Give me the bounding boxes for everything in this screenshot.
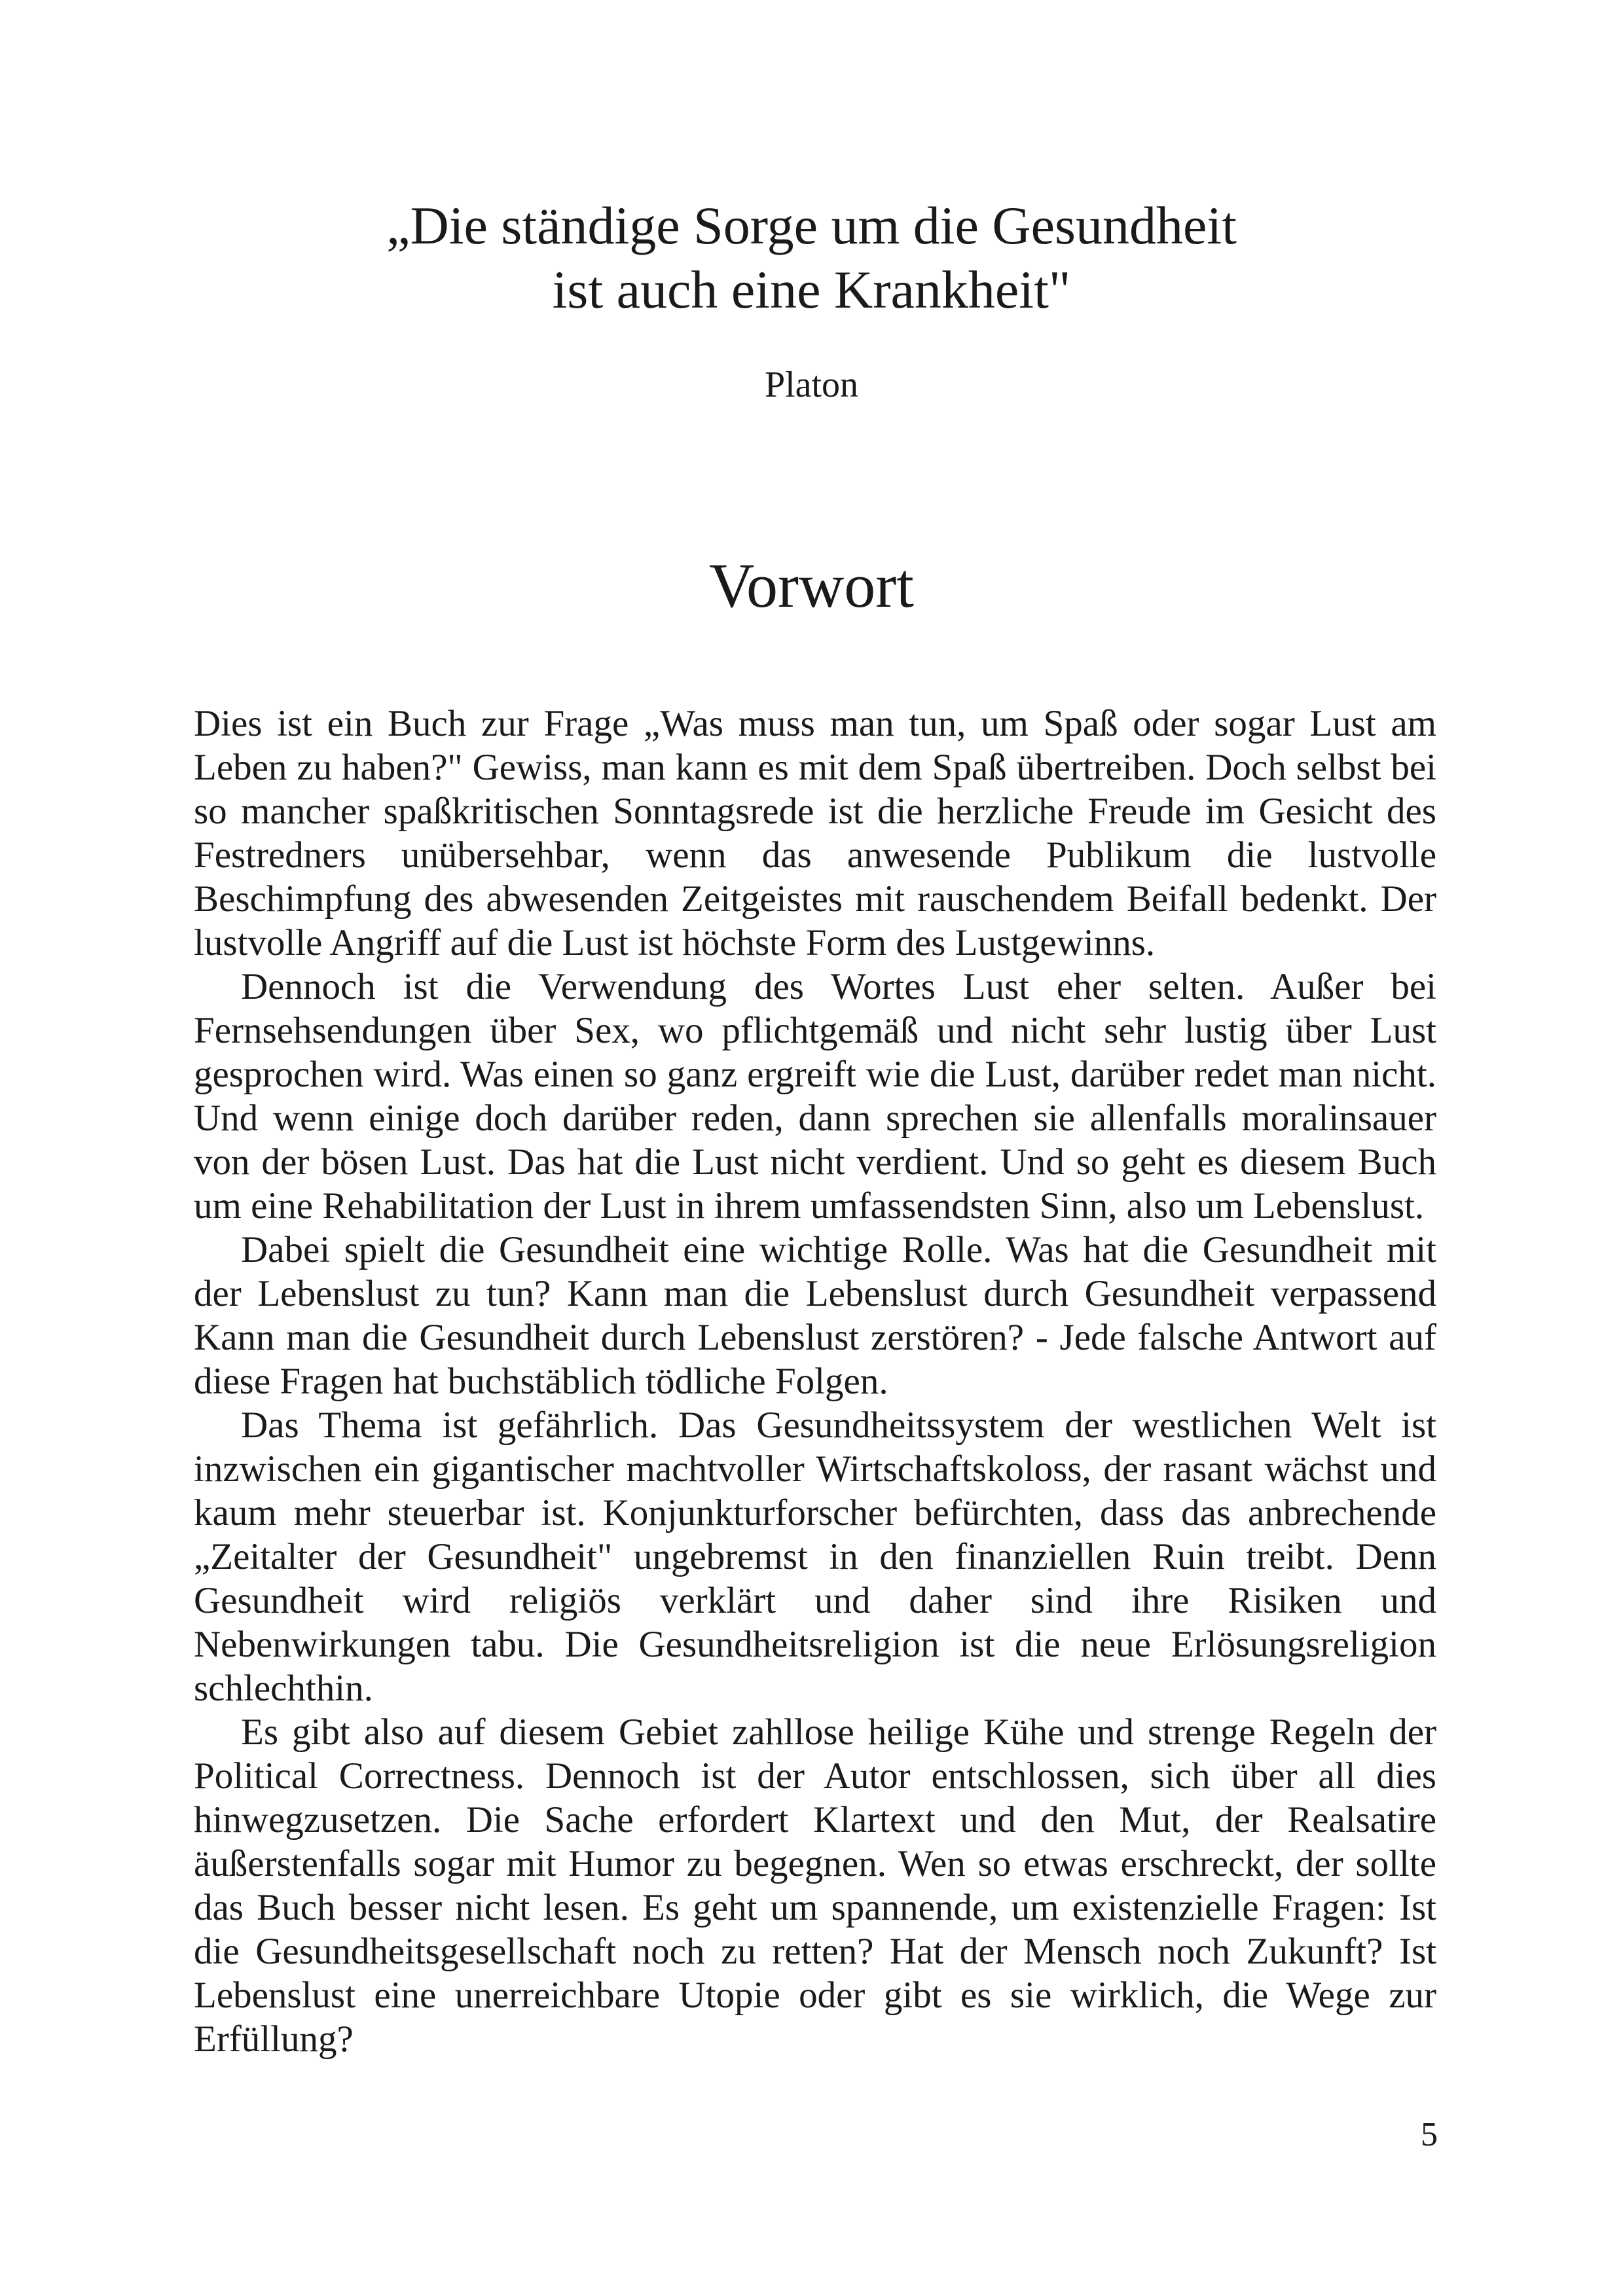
epigraph-line-1: „Die ständige Sorge um die Gesundheit — [386, 196, 1237, 255]
paragraph-4: Das Thema ist gefährlich. Das Gesundheitssystem der westlichen Welt ist inzwischen ein gigantischer machtvoller Wirtschaftskoloss, der rasant wächst und kaum mehr steuerbar ist. Konjunkturforscher befürchten, dass das anbrechende „Zeitalter der Gesundheit" ungebremst in den finanziellen Ruin treibt. Denn Gesundheit wird religiös verklärt und daher sind ihre Risiken und Nebenwirkungen tabu. Die Gesundheitsreligion ist die neue Erlösungsreligion schlechthin. — [194, 1405, 1436, 1709]
epigraph-line-2: ist auch eine Krankheit" — [552, 260, 1071, 319]
chapter-title: Vorwort — [709, 550, 914, 620]
paragraph-2: Dennoch ist die Verwendung des Wortes Lust eher selten. Außer bei Fernsehsendungen über Sex, wo pflichtgemäß und nicht sehr lustig über Lust gesprochen wird. Was einen so ganz ergreift wie die Lust, darüber redet man nicht. Und wenn einige doch darüber reden, dann sprechen sie allenfalls moralinsauer von der bösen Lust. Das hat die Lust nicht verdient. Und so geht es diesem Buch um eine Rehabilitation der Lust in ihrem umfassendsten Sinn, also um Lebenslust. — [194, 966, 1436, 1227]
epigraph-quote — [0, 194, 1623, 322]
paragraph-1: Dies ist ein Buch zur Frage „Was muss man tun, um Spaß oder sogar Lust am Leben zu haben?" Gewiss, man kann es mit dem Spaß übertreiben. Doch selbst bei so mancher spaßkritischen Sonntagsrede ist die herzliche Freude im Gesicht des Festredners unübersehbar, wenn das anwesende Publikum die lustvolle Beschimpfung des abwesenden Zeitgeistes mit rauschendem Beifall bedenkt. Der lustvolle Angriff auf die Lust ist höchste Form des Lustgewinns. — [194, 703, 1436, 963]
paragraph-5: Es gibt also auf diesem Gebiet zahllose heilige Kühe und strenge Regeln der Political Correctness. Dennoch ist der Autor entschlossen, sich über all dies hinwegzusetzen. Die Sache erfordert Klartext und den Mut, der Realsatire äußerstenfalls sogar mit Humor zu begegnen. Wen so etwas erschreckt, der sollte das Buch besser nicht lesen. Es geht um spannende, um existenzielle Fragen: Ist die Gesundheitsgesellschaft noch zu retten? Hat der Mensch noch Zukunft? Ist Lebenslust eine unerreichbare Utopie oder gibt es sie wirklich, die Wege zur Erfüllung? — [194, 1712, 1436, 2060]
paragraph-3: Dabei spielt die Gesundheit eine wichtige Rolle. Was hat die Gesundheit mit der Lebenslust zu tun? Kann man die Lebenslust durch Gesundheit verpassend Kann man die Gesundheit durch Lebenslust zerstören? - Jede falsche Antwort auf diese Fragen hat buchstäblich tödliche Folgen. — [194, 1229, 1436, 1402]
page-number: 5 — [1421, 2116, 1438, 2153]
epigraph-author: Platon — [764, 365, 859, 405]
body-text — [194, 702, 1436, 2061]
